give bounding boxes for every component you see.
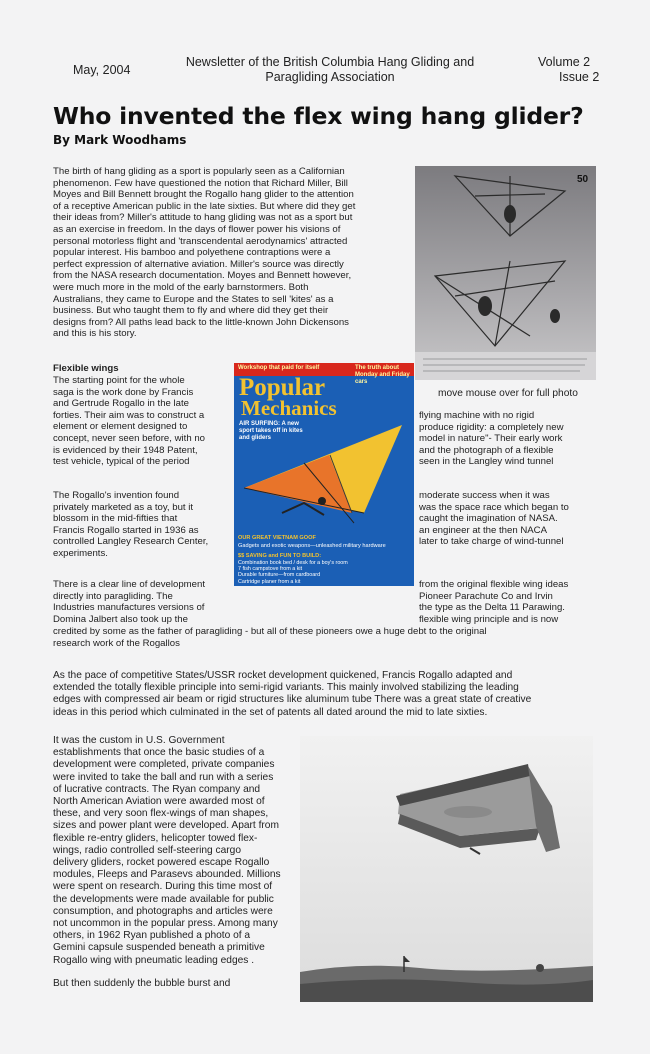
magazine-item-line: Combination book bed / desk for a boy's room: [238, 560, 348, 566]
flex-left-2-line: experiments.: [53, 547, 108, 559]
closing-line: But then suddenly the bubble burst and: [53, 978, 231, 989]
intro-line: designs from? All paths lead back to the little-known John Dickensons: [53, 316, 349, 328]
intro-line: phenomenon. Few have questioned the notion that Richard Miller, Bill: [53, 177, 348, 189]
government-line: of lucrative contracts. The Ryan company and: [53, 783, 261, 795]
flex-left-2-line: privately marketed as a toy, but it: [53, 501, 194, 513]
popular-mechanics-cover: [234, 363, 414, 586]
intro-line: perfect expression of alternative aviation. Miller's source was directly: [53, 258, 344, 270]
magazine-item-line: Cartridge planer from a kit: [238, 578, 301, 585]
intro-paragraph: [53, 166, 413, 340]
government-line: delivery gliders, rocket powered escape Rogallo: [53, 857, 270, 869]
flex-right-1-line: flying machine with no rigid: [419, 410, 535, 421]
magazine-banner-right: The truth about Monday and Friday cars: [355, 365, 410, 385]
government-line: North American Aviation were awarded most of: [53, 796, 265, 808]
government-line: others, in 1962 Ryan published a photo of a: [53, 930, 251, 942]
government-line: wings, radio controlled self-steering cargo: [53, 844, 241, 856]
flexible-wings-heading: Flexible wings: [53, 363, 119, 374]
hang-glider-photo[interactable]: [415, 166, 596, 380]
government-line: consumption, and photographs and articles were: [53, 905, 273, 917]
intro-line: of a receptive American public in the late sixties. But where did they get: [53, 200, 356, 212]
rogallo-wing-photo-image: [300, 736, 593, 1002]
space-race-line: As the pace of competitive States/USSR rocket development quickened, Francis Rogallo adapted and: [53, 670, 513, 681]
flex-left-3-line: Domina Jalbert also took up the: [53, 613, 188, 625]
flex-left-2-line: blossom in the mid-fifties that: [53, 513, 178, 525]
flex-right-2-line: was the space race which began to: [419, 501, 569, 513]
space-race-line: extended the totally flexible principle into semi-rigid variants. This mainly involved stabilizing the leading: [53, 682, 519, 694]
government-line: the developments were made available for public: [53, 893, 274, 905]
flex-left-block-1: [53, 375, 233, 468]
magazine-vietnam: OUR GREAT VIETNAM GOOF: [238, 535, 316, 541]
government-line: establishments that once the basic studies of a: [53, 747, 265, 759]
flex-left-1-line: forties. Their aim was to construct a: [53, 409, 205, 421]
issue-label: Issue 2: [559, 70, 600, 84]
government-line: flexible re-entry gliders, helicopter towed flex-: [53, 832, 258, 844]
intro-line: as an exercise in freedom. In the days of flower power his visions of: [53, 223, 341, 235]
article-title: Who invented the flex wing hang glider?: [53, 102, 584, 130]
government-line: were invited to take the ball and run with a series: [53, 771, 274, 783]
flex-right-2-line: moderate success when it was: [419, 490, 550, 501]
flex-right-3-line: flexible wing principle and is now: [419, 613, 559, 625]
volume-issue: [538, 55, 599, 85]
flex-right-block-2: [419, 490, 609, 548]
intro-line: their ideas from? Miller's attitude to hang gliding was not as a sport but: [53, 212, 353, 224]
hang-glider-photo-image: [415, 166, 596, 380]
flex-left-2-line: The Rogallo's invention found: [53, 490, 180, 501]
intro-line: The birth of hang gliding as a sport is popularly seen as a Californian: [53, 166, 345, 177]
intro-line: were much more in the mold of the early barnstormers. Both: [53, 281, 309, 293]
flex-left-block-2: [53, 490, 233, 560]
flex-right-1-line: produce rigidity: a completely new: [419, 421, 564, 433]
intro-line: business. But who taught them to fly and where did they get their: [53, 305, 329, 317]
flex-left-1-line: saga is the work done by Francis: [53, 386, 194, 398]
government-line: Rogallo wing with pneumatic leading edges .: [53, 954, 255, 966]
photo-hover-caption: move mouse over for full photo: [438, 388, 578, 399]
government-line: were spent on research. During this time most of: [53, 881, 273, 893]
flex-left-1-line: test vehicle, typical of the period: [53, 456, 190, 468]
intro-line: from the NASA research documentation. Moyes and Bennett however,: [53, 270, 352, 282]
flex-left-3-line: directly into paragliding. The: [53, 590, 173, 602]
space-race-line: edges with compressed air beam or rigid structures like aluminum tube There was a great state of creative: [53, 694, 532, 706]
magazine-item-line: Durable furniture—from cardboard: [238, 572, 321, 579]
magazine-banner-left: Workshop that paid for itself: [238, 365, 320, 371]
newsletter-name: [160, 55, 500, 85]
flex-left-2-line: controlled Langley Research Center,: [53, 536, 209, 548]
intro-line: personal motorless flight and 'transcendental aerodynamics' attracted: [53, 235, 348, 247]
flex-left-1-line: is evidenced by their 1948 Patent,: [53, 444, 198, 456]
flex-right-2-line: caught the imagination of NASA.: [419, 513, 558, 525]
article-byline: By Mark Woodhams: [53, 133, 187, 147]
government-line: Gemini capsule suspended beneath a primitive: [53, 942, 265, 954]
magazine-title-line-1: Popular: [239, 374, 326, 401]
flex-left-2-line: Francis Rogallo started in 1936 as: [53, 524, 199, 536]
government-line: development were completed, private companies: [53, 759, 275, 771]
flex-right-block-3: [419, 579, 614, 625]
issue-date: May, 2004: [73, 63, 131, 77]
government-line: It was the custom in U.S. Government: [53, 735, 225, 746]
intro-line: Australians, they came to Europe and the States to sell 'kites' as a: [53, 293, 334, 305]
government-line: modules, Fleeps and Parasevs abounded. Millions: [53, 869, 281, 881]
newsletter-name-line-1: Newsletter of the British Columbia Hang Gliding and: [185, 55, 475, 69]
flex-left-block-3: [53, 579, 233, 625]
intro-line: popular interest. His bamboo and polyethene contraptions were a: [53, 247, 331, 259]
flex-right-1-line: model in nature"- Their early work: [419, 433, 563, 445]
intro-line: Moyes and Bill Bennett brought the Rogallo hang glider to the attention: [53, 189, 354, 201]
flex-full-3-line: credited by some as the father of paragliding - but all of these pioneers owe a huge debt to the original: [53, 626, 487, 637]
magazine-title-line-2: Mechanics: [241, 396, 337, 420]
government-line: these, and very soon flex-wings of man shapes,: [53, 808, 269, 820]
volume-label: Volume 2: [538, 55, 591, 69]
flex-right-3-line: the type as the Delta 11 Parawing.: [419, 602, 565, 614]
flex-left-1-line: and Gertrude Rogallo in the late: [53, 398, 189, 410]
magazine-saving: $$ SAVING and FUN TO BUILD:: [238, 553, 322, 559]
magazine-air-surfing: AIR SURFING: A new sport takes off in kites and gliders: [239, 421, 303, 441]
flex-right-block-1: [419, 410, 609, 468]
flex-left-1-line: The starting point for the whole: [53, 375, 185, 386]
space-race-paragraph: [53, 670, 613, 719]
newsletter-name-line-2: Paragliding Association: [265, 70, 395, 84]
magazine-item-line: 7 fish campstove from a kit: [238, 566, 303, 573]
flex-right-2-line: later to take charge of wind-tunnel: [419, 536, 564, 548]
flex-left-3-line: Industries manufactures versions of: [53, 602, 205, 614]
flex-left-1-line: element or element designed to: [53, 421, 188, 433]
flex-left-1-line: concept, never seen before, with no: [53, 432, 205, 444]
flex-right-3-line: from the original flexible wing ideas: [419, 579, 569, 590]
flex-right-1-line: and the photograph of a flexible: [419, 444, 554, 456]
space-race-line: ideas in this period which culminated in the set of patents all dated around the mid to late sixties.: [53, 706, 488, 718]
intro-line: and this is his story.: [53, 328, 137, 340]
flex-right-2-line: an engineer at the then NACA: [419, 524, 548, 536]
government-line: not uncommon in the popular press. Among many: [53, 918, 278, 930]
flex-full-3-line: research work of the Rogallos: [53, 637, 180, 649]
magazine-gadgets: Gadgets and exotic weapons—unleashed military hardware: [238, 543, 386, 549]
magazine-items: [238, 560, 348, 585]
government-line: sizes and power plant were developed. Apart from: [53, 820, 279, 832]
government-paragraph: [53, 735, 303, 967]
photo-page-number: 50: [577, 174, 589, 185]
flex-full-block-3: [53, 626, 613, 649]
flex-right-3-line: Pioneer Parachute Co and Irvin: [419, 590, 553, 602]
rogallo-wing-photo[interactable]: [300, 736, 593, 1002]
flex-right-1-line: seen in the Langley wind tunnel: [419, 456, 554, 468]
flex-left-3-line: There is a clear line of development: [53, 579, 205, 590]
